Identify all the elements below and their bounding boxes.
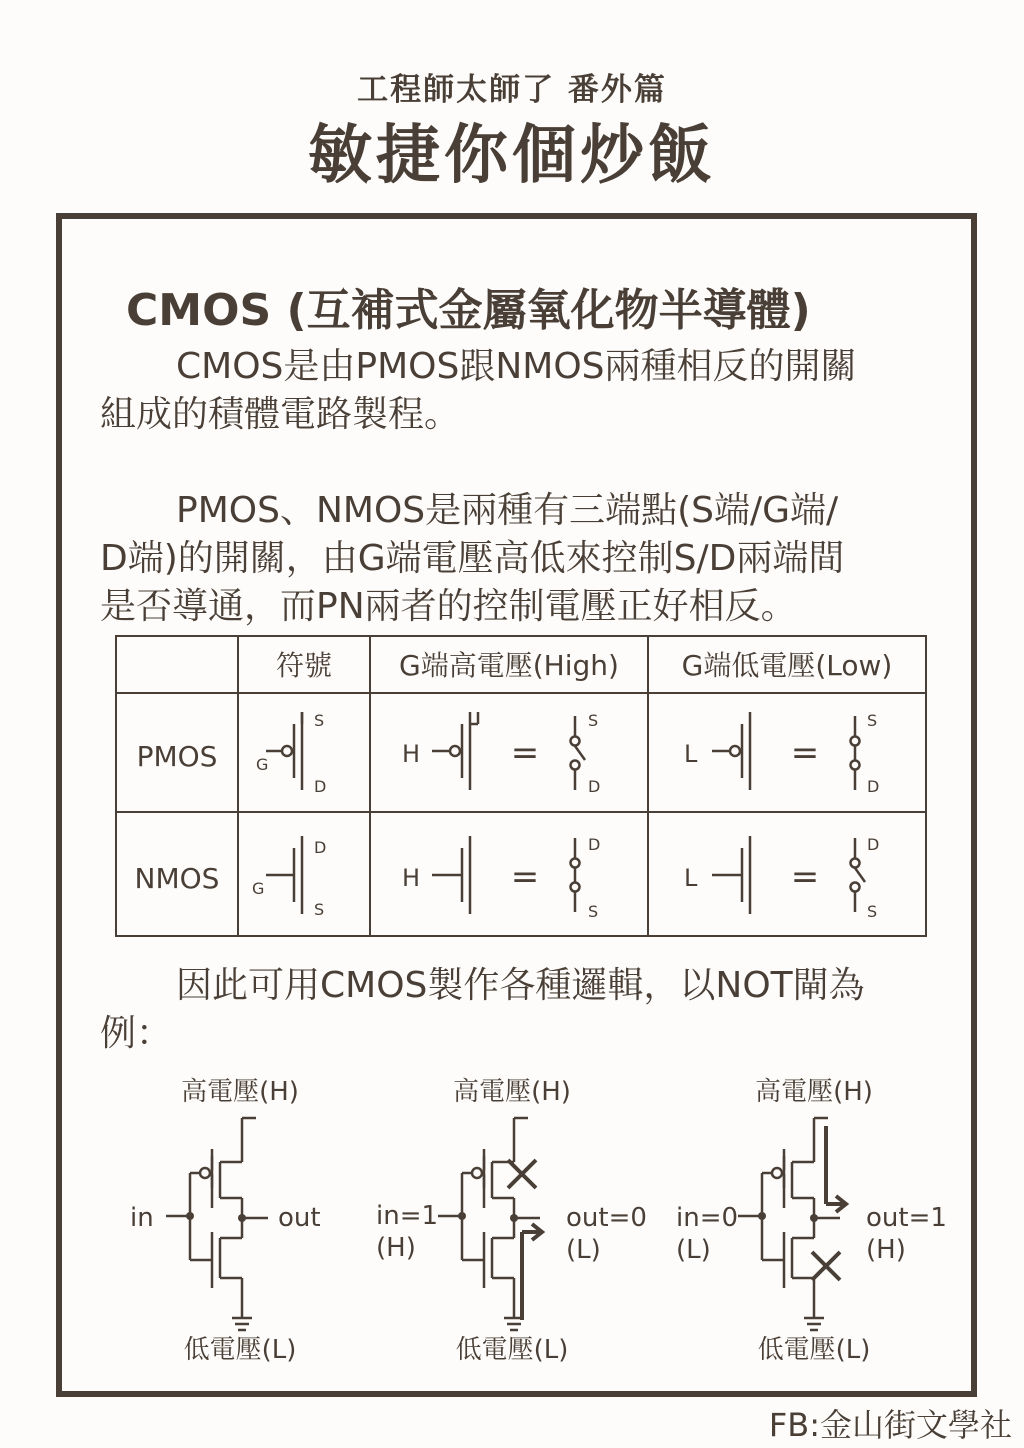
junction-dot [758, 1212, 766, 1220]
circuit-2 [438, 1118, 542, 1330]
equals-sign: = [790, 733, 820, 773]
nmos-symbol-s: S [314, 900, 325, 919]
switch-open-icon [851, 838, 866, 912]
nmos-low-input: L [684, 864, 698, 892]
gnd-label: 低電壓(L) [757, 1335, 871, 1365]
switch-label: S [588, 902, 599, 921]
input-sub-label: (H) [376, 1233, 416, 1263]
gnd-label: 低電壓(L) [455, 1335, 569, 1365]
nmos-high-transistor [432, 836, 470, 914]
equals-sign: = [510, 857, 540, 897]
equals-sign: = [510, 733, 540, 773]
junction-dot [238, 1214, 246, 1222]
pmos-high-transistor [432, 712, 478, 790]
switch-closed-icon [851, 716, 860, 790]
switch-closed-icon [571, 838, 580, 912]
junction-dot [186, 1212, 194, 1220]
input-sub-label: (L) [676, 1235, 711, 1265]
output-label: out=0 [566, 1203, 647, 1233]
input-label: in=1 [376, 1201, 439, 1231]
paragraph-switches-line1: PMOS、NMOS是兩種有三端點(S端/G端/ [176, 490, 839, 531]
pmos-high-input: H [402, 740, 421, 768]
inverter-schematic [166, 1118, 268, 1330]
switch-label: S [867, 902, 878, 921]
off-x-icon [508, 1160, 536, 1188]
switch-label: D [588, 777, 601, 796]
switch-open-icon [571, 716, 586, 790]
input-label: in [130, 1203, 154, 1233]
nmos-symbol-d: D [314, 838, 327, 857]
paragraph-intro-line1: CMOS是由PMOS跟NMOS兩種相反的開關 [176, 346, 857, 387]
equals-sign: = [790, 857, 820, 897]
gnd-label: 低電壓(L) [183, 1335, 297, 1365]
switch-label: S [867, 711, 878, 730]
switch-label: S [588, 711, 599, 730]
section-heading: CMOS (互補式金屬氧化物半導體) [126, 285, 811, 336]
nmos-symbol [266, 836, 302, 914]
nmos-low-transistor [712, 836, 750, 914]
junction-dot [510, 1214, 518, 1222]
pmos-low-input: L [684, 740, 698, 768]
page-title: 敏捷你個炒飯 [308, 119, 716, 193]
inverter-schematic [438, 1118, 540, 1330]
pmos-low-transistor [712, 712, 750, 790]
paragraph-not-gate-line1: 因此可用CMOS製作各種邏輯，以NOT閘為 [176, 965, 865, 1006]
footer-credit: FB:金山街文學社 [768, 1406, 1012, 1444]
input-label: in=0 [676, 1203, 739, 1233]
table-header-high: G端高電壓(High) [399, 649, 619, 682]
output-sub-label: (L) [566, 1235, 601, 1265]
switch-label: D [867, 777, 880, 796]
switch-label: D [867, 835, 880, 854]
nmos-symbol-g: G [252, 879, 265, 898]
output-sub-label: (H) [866, 1235, 906, 1265]
paragraph-switches-line3: 是否導通，而PN兩者的控制電壓正好相反。 [100, 586, 797, 627]
subtitle: 工程師太師了 番外篇 [357, 72, 667, 108]
off-x-icon [812, 1252, 840, 1280]
pmos-symbol-d: D [314, 777, 327, 796]
switch-label: D [588, 835, 601, 854]
output-label: out [278, 1203, 321, 1233]
paragraph-switches-line2: D端)的開關，由G端電壓高低來控制S/D兩端間 [100, 538, 845, 579]
nmos-high-input: H [402, 864, 421, 892]
table-header-symbol: 符號 [275, 649, 333, 682]
row-label-pmos: PMOS [136, 740, 218, 773]
table-header-low: G端低電壓(Low) [681, 649, 893, 682]
current-arrow-icon [826, 1126, 846, 1212]
vdd-label: 高電壓(H) [755, 1077, 873, 1107]
pmos-symbol-g: G [256, 755, 269, 774]
pmos-symbol [266, 712, 302, 790]
row-label-nmos: NMOS [134, 862, 220, 895]
junction-dot [458, 1212, 466, 1220]
not-gate-circuits [0, 1060, 1024, 1380]
paragraph-not-gate-line2: 例： [100, 1013, 173, 1054]
pmos-symbol-s: S [314, 711, 325, 730]
output-label: out=1 [866, 1203, 947, 1233]
junction-dot [810, 1214, 818, 1222]
paragraph-not-gate [100, 962, 940, 1058]
current-arrow-icon [522, 1224, 542, 1320]
circuit-3 [738, 1118, 846, 1330]
vdd-label: 高電壓(H) [181, 1077, 299, 1107]
paragraph-intro-line2: 組成的積體電路製程。 [100, 394, 461, 435]
circuit-1 [166, 1118, 268, 1330]
vdd-label: 高電壓(H) [453, 1077, 571, 1107]
